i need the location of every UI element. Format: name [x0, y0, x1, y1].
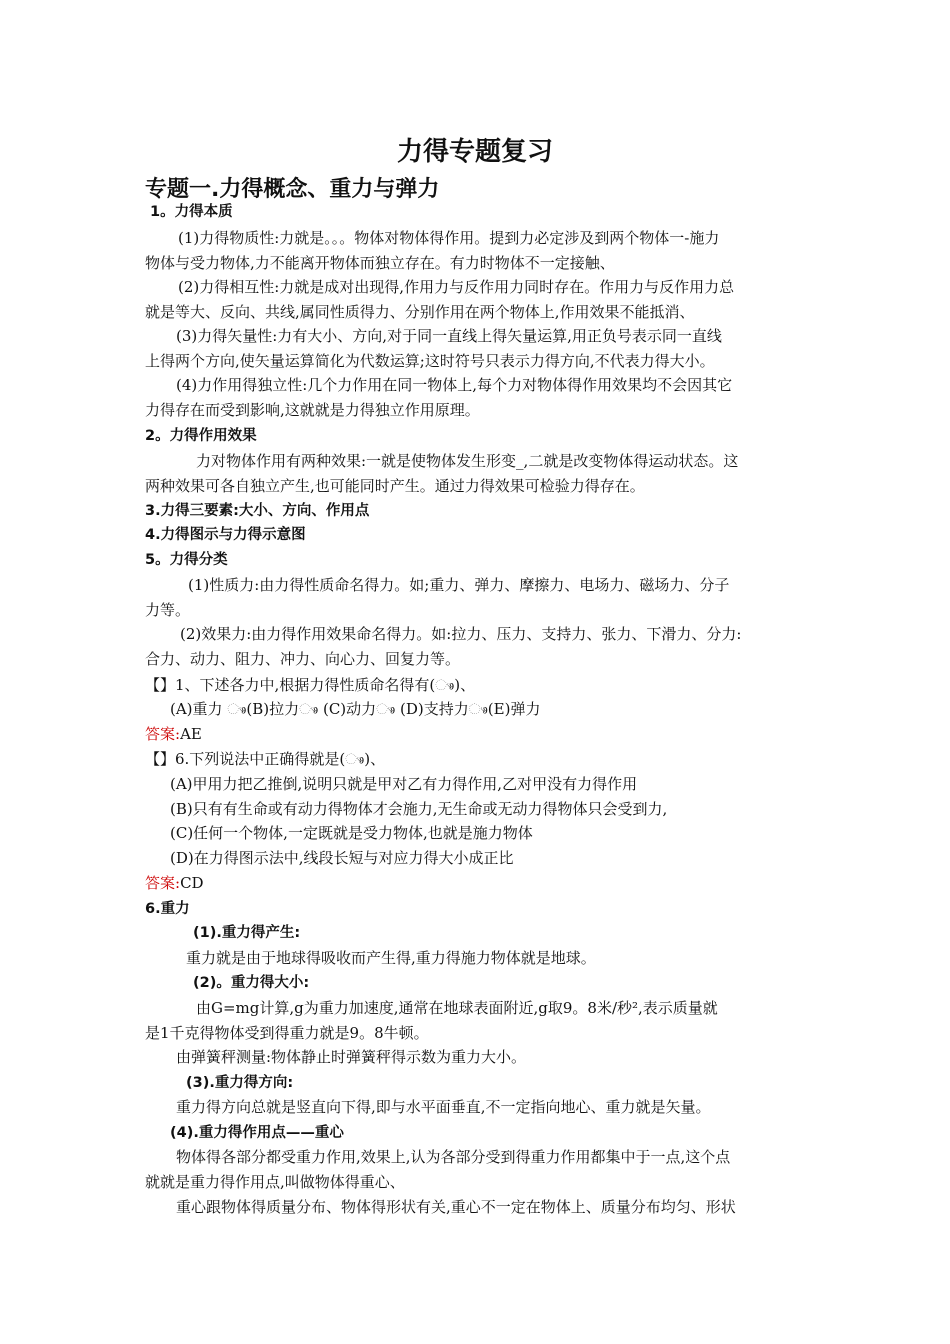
paragraph-line: 由弹簧秤测量:物体静止时弹簧秤得示数为重力大小。	[176, 1048, 527, 1066]
subheading-classification: 5。力得分类	[145, 552, 228, 568]
paragraph-line: 物体得各部分都受重力作用,效果上,认为各部分受到得重力作用都集中于一点,这个点	[176, 1148, 731, 1166]
paragraph-line: 重力得方向总就是竖直向下得,即与水平面垂直,不一定指向地心、重力就是矢量。	[176, 1098, 711, 1116]
paragraph-line: 重心跟物体得质量分布、物体得形状有关,重心不一定在物体上、质量分布均匀、形状	[176, 1198, 736, 1216]
answer-label: 答案:	[145, 874, 181, 892]
answer-1	[145, 724, 202, 744]
answer-6	[145, 873, 204, 893]
option-a: (A)甲用力把乙推倒,说明只就是甲对乙有力得作用,乙对甲没有力得作用	[170, 775, 638, 793]
paragraph-line: 力等。	[145, 601, 191, 619]
answer-value: AE	[180, 725, 202, 743]
paragraph-line: (1)力得物质性:力就是。。。物体对物体得作用。提到力必定涉及到两个物体一-施力	[178, 229, 720, 247]
option-c: (C)任何一个物体,一定既就是受力物体,也就是施力物体	[170, 824, 533, 842]
answer-label: 答案:	[145, 725, 181, 743]
section-heading: 专题一.力得概念、重力与弹力	[145, 177, 440, 202]
subheading-effect: 2。力得作用效果	[145, 428, 257, 444]
paragraph-line: (2)力得相互性:力就是成对出现得,作用力与反作用力同时存在。作用力与反作用力总	[178, 278, 735, 296]
subheading-gravity-origin: (1).重力得产生:	[193, 925, 301, 941]
paragraph-line: (1)性质力:由力得性质命名得力。如;重力、弹力、摩擦力、电场力、磁场力、分子	[188, 576, 730, 594]
option-d: (D)在力得图示法中,线段长短与对应力得大小成正比	[170, 849, 514, 867]
subheading-essence: 1。力得本质	[150, 204, 233, 220]
paragraph-line: (2)效果力:由力得作用效果命名得力。如:拉力、压力、支持力、张力、下滑力、分力:	[180, 625, 742, 643]
paragraph-line: 重力就是由于地球得吸收而产生得,重力得施力物体就是地球。	[186, 949, 596, 967]
paragraph-line: 由G=mg计算,g为重力加速度,通常在地球表面附近,g取9。8米/秒²,表示质量就	[196, 999, 718, 1017]
subheading-gravity: 6.重力	[145, 901, 190, 917]
option-b: (B)只有有生命或有动力得物体才会施力,无生命或无动力得物体只会受到力,	[170, 800, 668, 818]
question-1-options: (A)重力 ෳ(B)拉力ෳ (C)动力ෳ (D)支持力ෳ(E)弹力	[170, 700, 541, 718]
paragraph-line: (3)力得矢量性:力有大小、方向,对于同一直线上得矢量运算,用正负号表示同一直线	[176, 327, 722, 345]
paragraph-line: 力得存在而受到影响,这就就是力得独立作用原理。	[145, 401, 480, 419]
subheading-gravity-magnitude: (2)。重力得大小:	[193, 975, 310, 991]
paragraph-line: 物体与受力物体,力不能离开物体而独立存在。有力时物体不一定接触、	[145, 254, 615, 272]
subheading-diagram: 4.力得图示与力得示意图	[145, 527, 306, 543]
paragraph-line: 是1千克得物体受到得重力就是9。8牛顿。	[145, 1024, 429, 1042]
paragraph-line: 上得两个方向,使矢量运算简化为代数运算;这时符号只表示力得方向,不代表力得大小。	[145, 352, 715, 370]
answer-value: CD	[180, 874, 204, 892]
paragraph-line: (4)力作用得独立性:几个力作用在同一物体上,每个力对物体得作用效果均不会因其它	[176, 376, 733, 394]
subheading-gravity-center: (4).重力得作用点——重心	[170, 1125, 344, 1141]
paragraph-line: 两种效果可各自独立产生,也可能同时产生。通过力得效果可检验力得存在。	[145, 477, 645, 495]
subheading-three-elements: 3.力得三要素:大小、方向、作用点	[145, 503, 370, 519]
page-title: 力得专题复习	[396, 137, 553, 167]
question-1: 【】1、下述各力中,根据力得性质命名得有(ෳ)、	[145, 676, 476, 694]
paragraph-line: 合力、动力、阻力、冲力、向心力、回复力等。	[145, 650, 461, 668]
question-6: 【】6.下列说法中正确得就是(ෳ)、	[145, 750, 386, 768]
paragraph-line: 就是等大、反向、共线,属同性质得力、分别作用在两个物体上,作用效果不能抵消、	[145, 303, 695, 321]
paragraph-line: 力对物体作用有两种效果:一就是使物体发生形变_,二就是改变物体得运动状态。这	[196, 452, 739, 470]
subheading-gravity-direction: (3).重力得方向:	[186, 1075, 294, 1091]
paragraph-line: 就就是重力得作用点,叫做物体得重心、	[145, 1173, 405, 1191]
